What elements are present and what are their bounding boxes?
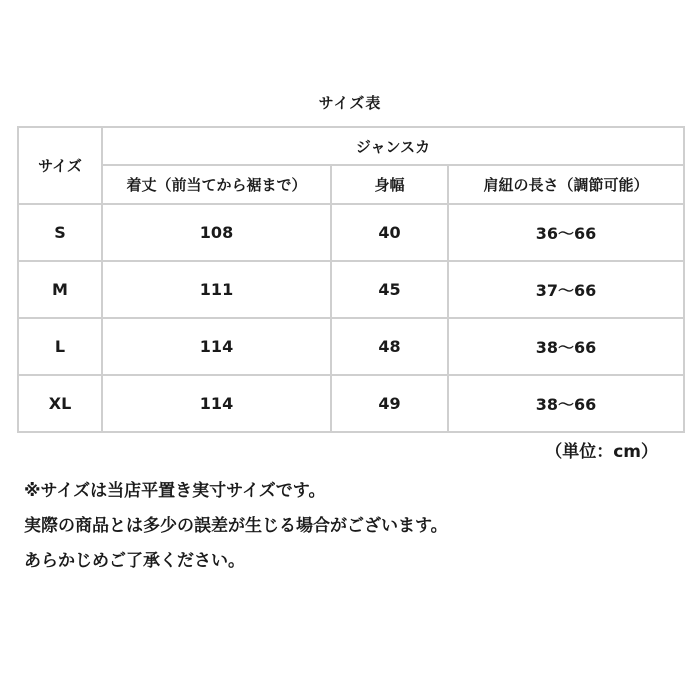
table-row	[18, 318, 684, 375]
table-row	[18, 261, 684, 318]
header-row-2	[18, 165, 684, 204]
size-header: サイズ	[18, 127, 102, 204]
unit-label: （単位：cm）	[545, 442, 658, 462]
strap-cell: 38〜66	[448, 318, 684, 375]
size-table	[17, 126, 685, 433]
strap-cell: 36〜66	[448, 204, 684, 261]
width-cell: 48	[331, 318, 448, 375]
length-cell: 108	[102, 204, 331, 261]
size-cell: M	[18, 261, 102, 318]
column-header-width: 身幅	[331, 165, 448, 204]
group-header: ジャンスカ	[102, 127, 684, 165]
width-cell: 40	[331, 204, 448, 261]
width-cell: 45	[331, 261, 448, 318]
length-cell: 114	[102, 318, 331, 375]
note-line: あらかじめご了承ください。	[24, 551, 245, 571]
note-line: ※サイズは当店平置き実寸サイズです。	[24, 481, 326, 501]
table-row	[18, 204, 684, 261]
column-header-length: 着丈（前当てから裾まで）	[102, 165, 331, 204]
length-cell: 111	[102, 261, 331, 318]
table-title: サイズ表	[318, 94, 382, 112]
size-cell: XL	[18, 375, 102, 432]
note-line: 実際の商品とは多少の誤差が生じる場合がございます。	[24, 516, 448, 536]
strap-cell: 37〜66	[448, 261, 684, 318]
size-cell: S	[18, 204, 102, 261]
column-header-strap: 肩紐の長さ（調節可能）	[448, 165, 684, 204]
width-cell: 49	[331, 375, 448, 432]
length-cell: 114	[102, 375, 331, 432]
header-row-1	[18, 127, 684, 165]
table-row	[18, 375, 684, 432]
strap-cell: 38〜66	[448, 375, 684, 432]
size-cell: L	[18, 318, 102, 375]
notes	[24, 474, 684, 579]
